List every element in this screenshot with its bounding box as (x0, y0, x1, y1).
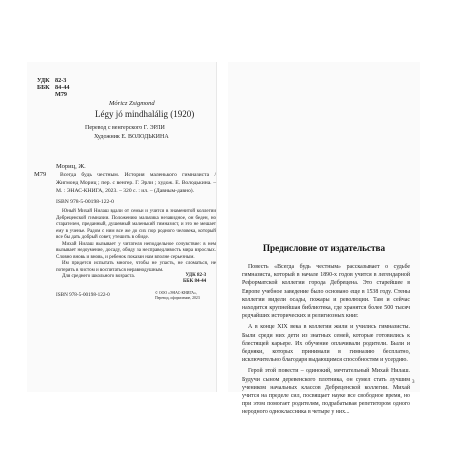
isbn-top: ISBN 978-5-00198-122-0 (56, 199, 114, 205)
author-sign-code: M79 (34, 171, 47, 178)
copyright-line: © ООО «ЭНАС-КНИГА», (155, 291, 197, 295)
original-author: Móricz Zsigmond (109, 100, 155, 107)
udk-value: M79 (55, 91, 68, 98)
preface-paragraph: А в конце XIX века в коллегии жили и учились гимназисты. Были среди них дети из знатных семей, которые готовились к блестящей карьере. Их обучение оплачивали родители. Были и бедняки, которых принимали в гимназию бесплатно, исключительно благодаря выдающимся способностям и усердию. (242, 324, 410, 364)
udk-row (37, 91, 69, 98)
copyright-notice (155, 291, 200, 301)
bibliographic-author: Мориц, Ж. (56, 163, 86, 170)
udk-bottom-line: УДК 82-3 (185, 273, 207, 278)
imprint-page (27, 62, 217, 392)
udk-bbk-bottom (183, 273, 206, 285)
preface-paragraph: Повесть «Всегда будь честным» рассказывает о судьбе гимназиста, который в начале 1890-х годов учится в легендарной Реформатской коллегии города Дебрецена. Это старейшее в Европе учебное заведение было основано еще в 1538 году. Стены коллегии видели осады, пожары и революции. Там и сейчас находится крупнейшая библиотека, где хранятся более 500 тысяч редчайших исторических и религиозных книг. (242, 264, 410, 320)
annotation (56, 209, 216, 281)
udk-bottom-line: ББК 84-44 (183, 279, 207, 284)
annotation-paragraph: Юный Михай Нилаш вдали от семьи и учится в знаменитой коллегии Дебреценской гимназии. Положению мальчика незавидное, он беден, но старателен, преданный, душевный маленький гимназист, и это не мешает ему в ученье. Радом с ним все же до сих пор родного человека, который все бы дать добрый совет, утешить в обиде. (56, 209, 216, 240)
copyright-line: Перевод, оформление, 2023 (155, 296, 200, 300)
udk-value: 84-44 (55, 84, 70, 91)
udk-row (37, 84, 69, 91)
preface-page (228, 62, 420, 416)
annotation-paragraph: Им придется испытать многое, чтобы не упасть, не сломаться, не потерять в чистом и воспитаться неравнодушным. (56, 261, 216, 273)
udk-key (37, 91, 55, 98)
udk-value: 82-3 (55, 77, 67, 84)
preface-paragraph: Герой этой повести – одинокий, мечтательный Михай Нилаш. Будучи сыном деревенского плотника, он сумел стать лучшим учеником начальных классов Дебреценской коллегии. Михай учится на пределе сил, посвящает науке все свободное время, но при этом помогает родителям, подрабатывая репетитором одного неродного одноклассника в четыре у них... (242, 368, 410, 416)
artist-credit: Художник Е. ВОЛОДЬКИНА (94, 134, 169, 140)
isbn-bottom: ISBN 978-5-00198-122-0 (56, 292, 110, 298)
bibliographic-description: Всегда будь честным. История маленького гимназиста / Жигмонд Мориц ; пер. с венгер. Г. Эрли ; худож. Е. Володькина. – М. : ЭНАС-КНИГА, 2023. – 320 с. : ил. – (Давным-давно). (56, 172, 216, 195)
annotation-paragraph: Для среднего школьного возраста. (62, 274, 135, 279)
translator-credit: Перевод с венгерского Г. ЭРЛИ (85, 125, 165, 131)
original-title: Légy jó mindhalálig (1920) (95, 109, 195, 119)
udk-key: УДК (37, 77, 50, 84)
preface-body (242, 263, 410, 417)
preface-title: Предисловие от издательства (262, 243, 386, 253)
udk-row (37, 77, 69, 84)
udk-bbk-block (37, 77, 69, 98)
annotation-paragraph: Михай Нилаш вызывает у читателя неподдельное сочувствие: в нем вызывает недоумение, досаду, обиду за несправедливость мира взрослых. Словно вновь и вновь, и ребенок показан нам вполне серьезным. (56, 241, 216, 260)
page-number: 3 (412, 380, 415, 385)
udk-key: ББК (37, 84, 50, 91)
